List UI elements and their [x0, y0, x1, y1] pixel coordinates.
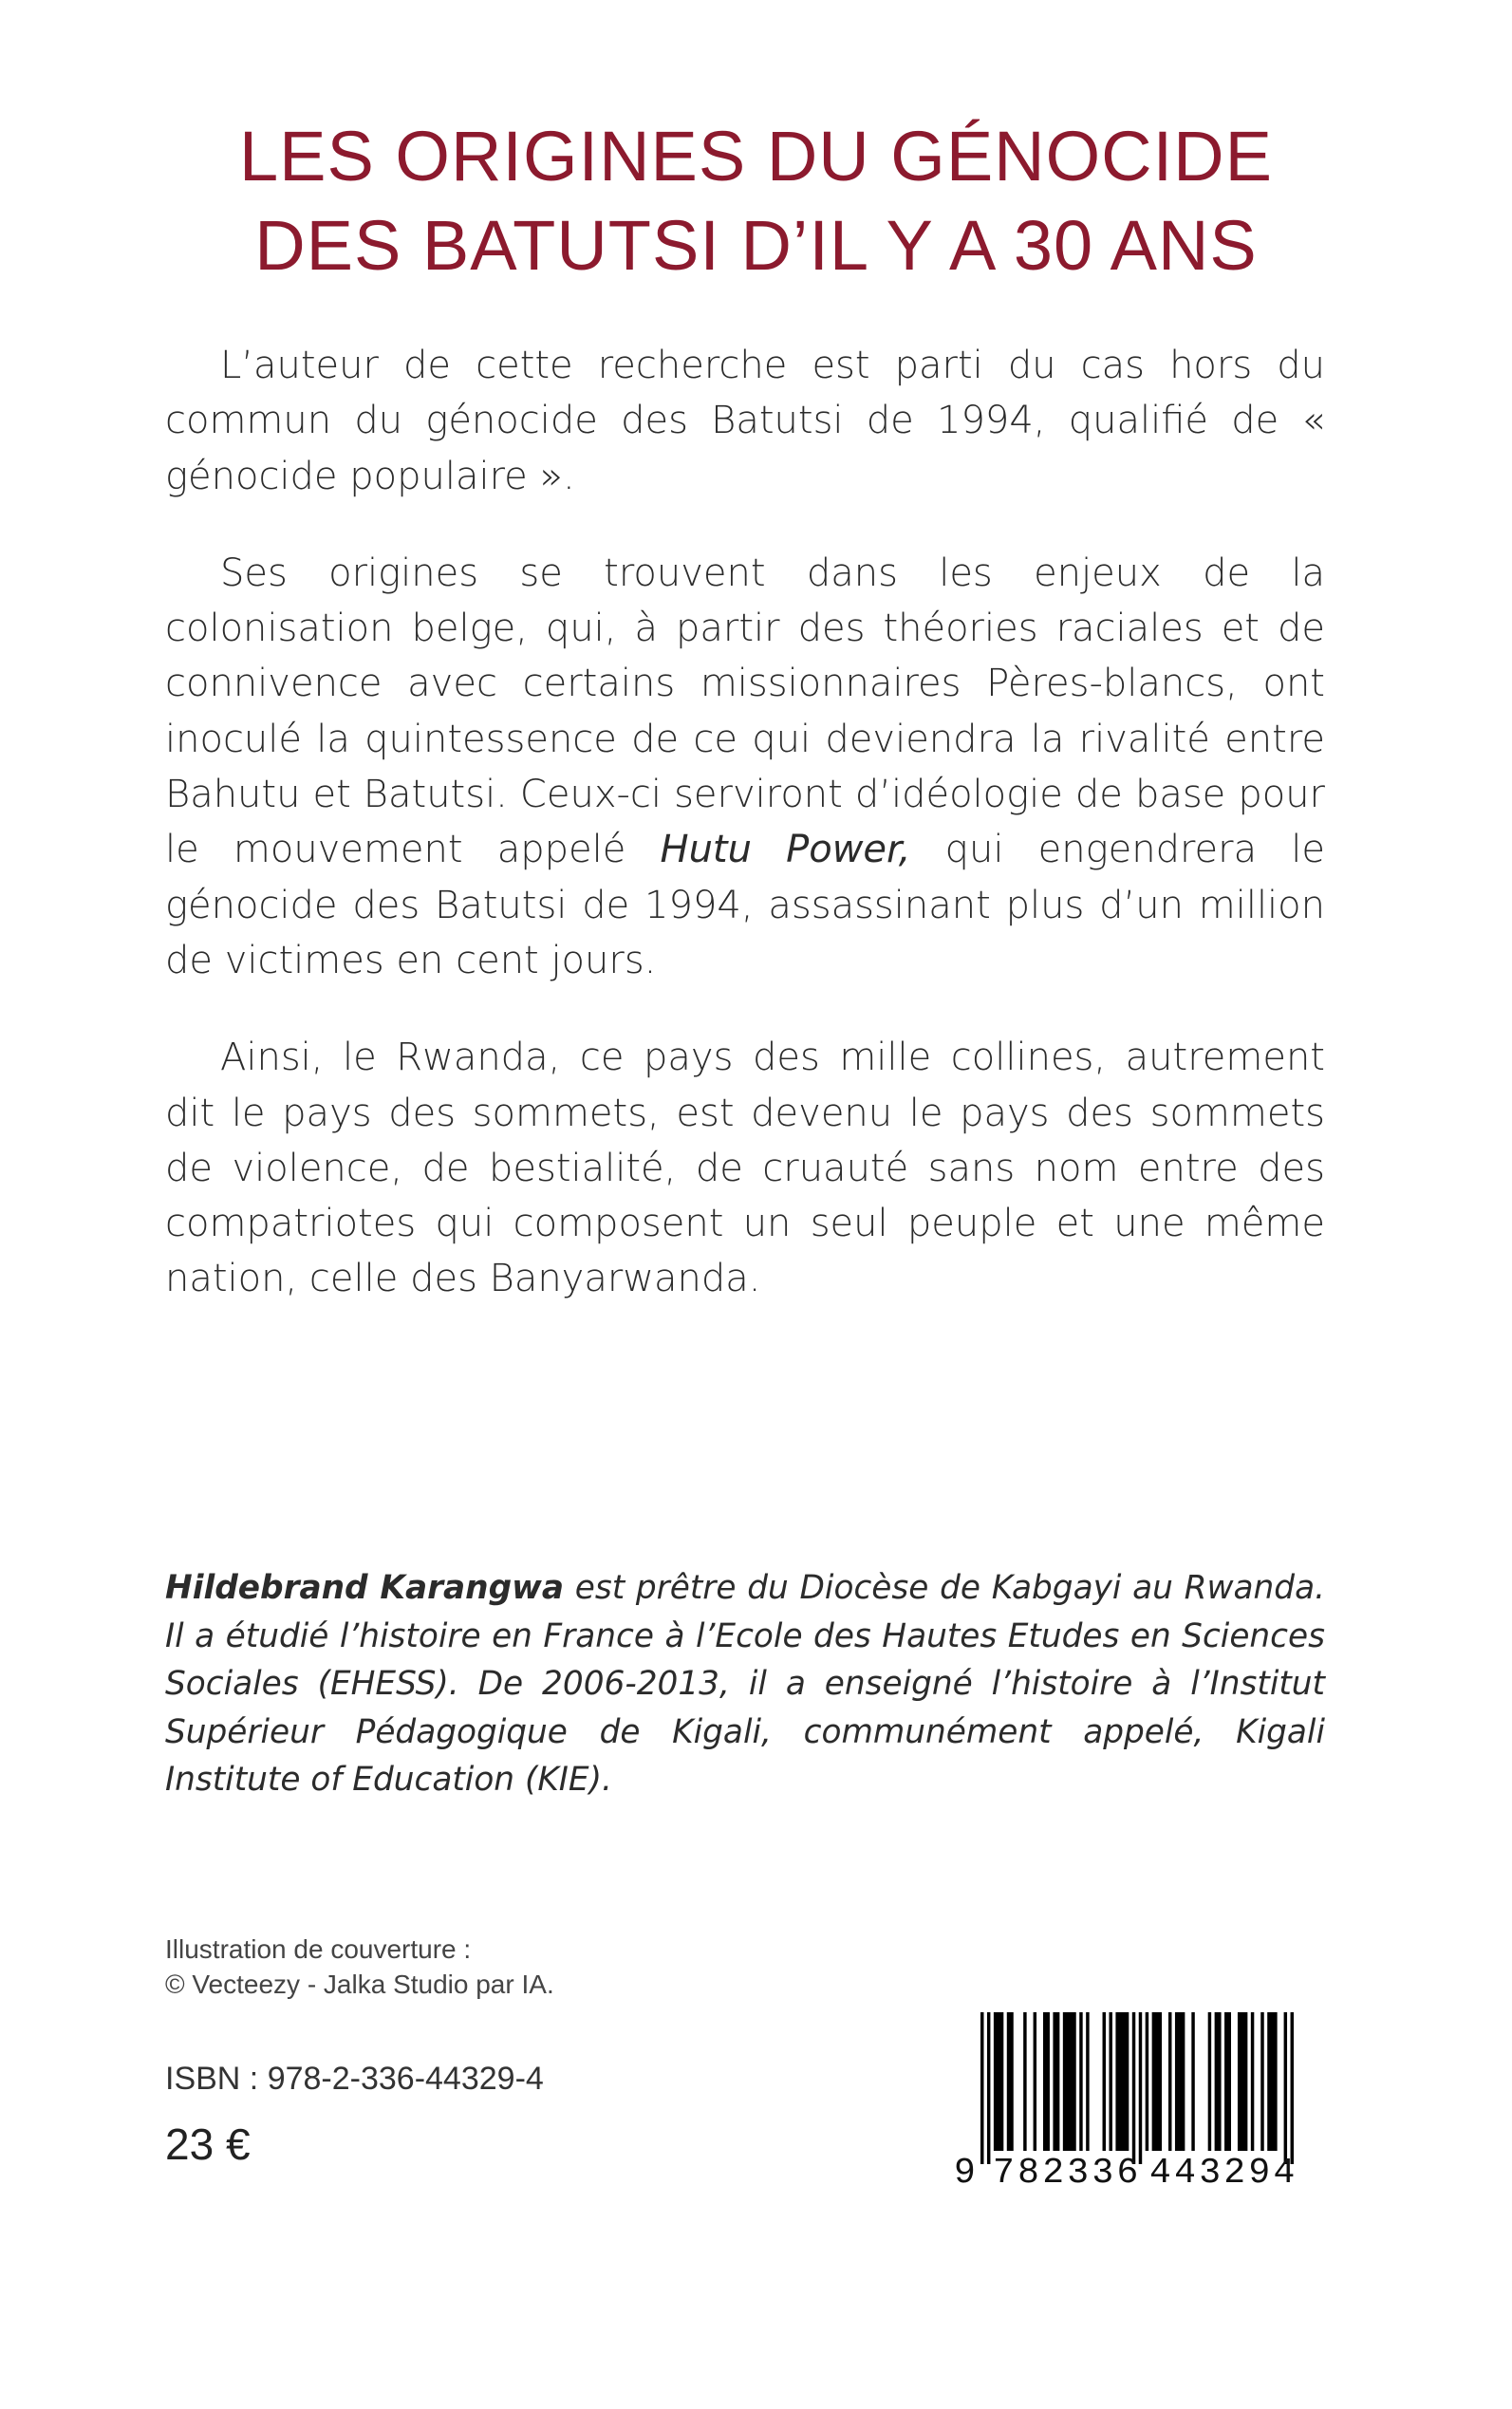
summary-paragraph-1: L’auteur de cette recherche est parti du cas hors du commun du génocide des Batutsi de 1994, qualifié de « génocide populaire ». [165, 344, 1325, 498]
barcode-bar [1109, 2012, 1111, 2151]
barcode-bar [1132, 2012, 1135, 2164]
barcode-bar [1086, 2012, 1089, 2151]
summary-text [165, 338, 1325, 1307]
barcode-bar [1023, 2012, 1026, 2151]
summary-p2-end: qui engendrera le génocide des Batutsi de 1994, assassinant plus d’un million de victimes en cent jours. [165, 828, 1325, 982]
barcode-bar [1260, 2012, 1263, 2151]
barcode-bar [1115, 2012, 1129, 2151]
title-line-2: DES BATUTSI D’IL Y A 30 ANS [254, 206, 1258, 285]
barcode-bar [1267, 2012, 1277, 2151]
price: 23 € [165, 2120, 251, 2169]
credit-line-1: Illustration de couverture : [165, 1934, 472, 1964]
summary-paragraph-2 [165, 546, 1325, 988]
barcode-bar [1175, 2012, 1185, 2151]
summary-paragraph-3: Ainsi, le Rwanda, ce pays des mille collines, autrement dit le pays des sommets, est devenu le pays des sommets de violence, de bestialité, de cruauté sans nom entre des compatriotes qui composent un seul peuple et une même nation, celle des Banyarwanda. [165, 1036, 1325, 1301]
illustration-credit [165, 1932, 554, 2002]
barcode-bar [1053, 2012, 1059, 2151]
title-line-1: LES ORIGINES DU GÉNOCIDE [239, 117, 1273, 196]
summary-p2-start: Ses origines se trouvent dans les enjeux de la colonisation belge, qui, à partir des théories raciales et de connivence avec certains missionnaires Pères-blancs, ont inoculé la quintessence de ce qui deviendra la rivalité entre Bahutu et Batutsi. Ceux-ci serviront d’idéologie de base pour le mouvement appelé [165, 551, 1325, 872]
barcode-bar [1043, 2012, 1050, 2151]
barcode-bar [1224, 2012, 1231, 2151]
barcode-right-digits: 443294 [1149, 2153, 1298, 2194]
author-bio [165, 1564, 1325, 1804]
barcode-bar [1291, 2012, 1294, 2164]
barcode-bar [1146, 2012, 1148, 2151]
barcode-bars [980, 2012, 1294, 2164]
credit-line-2: © Vecteezy - Jalka Studio par IA. [165, 1970, 554, 1999]
barcode-left-digits: 782336 [993, 2153, 1142, 2194]
barcode-bar [1152, 2012, 1162, 2151]
barcode-bar [1251, 2012, 1254, 2151]
summary-p2-italic: Hutu Power, [660, 828, 911, 872]
barcode-first-digit: 9 [954, 2153, 980, 2194]
barcode-bar [980, 2012, 983, 2164]
barcode-bar [1284, 2012, 1287, 2164]
barcode-bar [987, 2012, 990, 2164]
barcode-bar [1208, 2012, 1211, 2151]
isbn: ISBN : 978-2-336-44329-4 [165, 2061, 544, 2097]
author-name: Hildebrand Karangwa [165, 1569, 564, 1607]
barcode-bar [994, 2012, 1003, 2151]
book-title [0, 112, 1512, 290]
barcode-bar [1139, 2012, 1142, 2164]
barcode-bar [1238, 2012, 1247, 2151]
author-bio-text: est prêtre du Diocèse de Kabgayi au Rwanda. Il a étudié l’histoire en France à l’Ecole des Hautes Etudes en Sciences Sociales (EHESS). De 2006-2013, il a enseigné l’histoire à l’Institut Supérieur Pédagogique de Kigali, communément appelé, Kigali Institute of Education (KIE). [165, 1569, 1325, 1799]
barcode-bar [1168, 2012, 1171, 2151]
barcode-bar [1007, 2012, 1014, 2151]
barcode-bar [1079, 2012, 1082, 2151]
barcode-bar [1103, 2012, 1106, 2151]
barcode-bar [1034, 2012, 1036, 2151]
barcode-bar [1191, 2012, 1194, 2151]
barcode-bar [1063, 2012, 1076, 2151]
barcode-bar [1215, 2012, 1222, 2151]
